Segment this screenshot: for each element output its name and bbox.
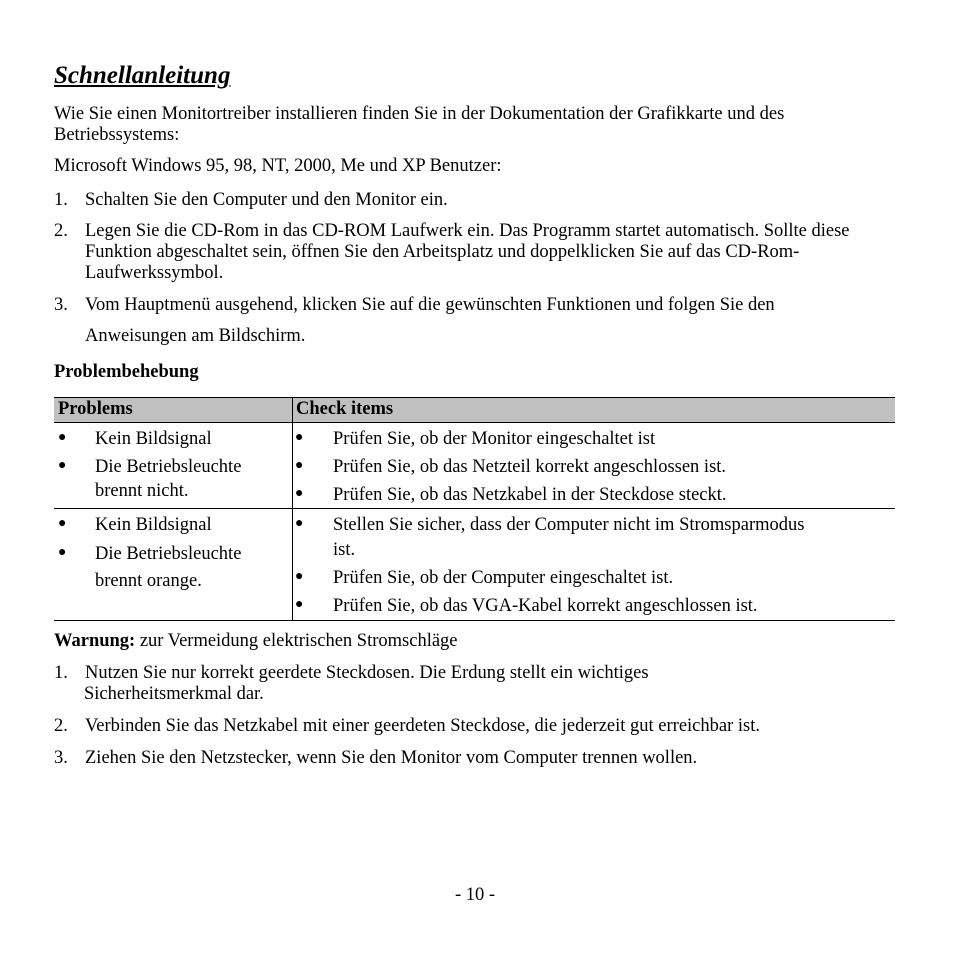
bullet-icon: ● bbox=[58, 458, 67, 473]
problem-text: Die Betriebsleuchte bbox=[95, 544, 242, 564]
list-number: 3. bbox=[54, 748, 68, 768]
bullet-icon: ● bbox=[295, 458, 304, 473]
bullet-icon: ● bbox=[295, 430, 304, 445]
check-text: Prüfen Sie, ob der Monitor eingeschaltet ist bbox=[333, 429, 656, 449]
list-number: 2. bbox=[54, 221, 68, 241]
list-text: Sicherheitsmerkmal dar. bbox=[84, 684, 264, 704]
warning-text: zur Vermeidung elektrischen Stromschläge bbox=[135, 631, 458, 651]
bullet-icon: ● bbox=[295, 597, 304, 612]
list-text: Ziehen Sie den Netzstecker, wenn Sie den Monitor vom Computer trennen wollen. bbox=[85, 748, 698, 768]
list-text: Schalten Sie den Computer und den Monitor ein. bbox=[85, 190, 448, 210]
problem-text: Kein Bildsignal bbox=[95, 515, 212, 535]
list-number: 2. bbox=[54, 716, 68, 736]
intro-paragraph: Wie Sie einen Monitortreiber installieren finden Sie in der Dokumentation der Grafikkarte und des Betriebssystems: bbox=[54, 104, 785, 145]
page-number: - 10 - bbox=[454, 885, 496, 905]
check-text: ist. bbox=[333, 540, 356, 560]
problem-text: brennt nicht. bbox=[95, 481, 189, 501]
troubleshoot-heading: Problembehebung bbox=[54, 362, 199, 382]
list-number: 3. bbox=[54, 295, 68, 315]
bullet-icon: ● bbox=[295, 516, 304, 531]
bullet-icon: ● bbox=[58, 545, 67, 560]
page-title: Schnellanleitung bbox=[54, 62, 231, 89]
warning-label: Warnung: bbox=[54, 631, 136, 651]
users-line: Microsoft Windows 95, 98, NT, 2000, Me und XP Benutzer: bbox=[54, 156, 502, 176]
bullet-icon: ● bbox=[58, 430, 67, 445]
problem-text: Die Betriebsleuchte bbox=[95, 457, 242, 477]
bullet-icon: ● bbox=[295, 486, 304, 501]
bullet-icon: ● bbox=[295, 569, 304, 584]
list-text: Anweisungen am Bildschirm. bbox=[85, 326, 306, 346]
check-text: Prüfen Sie, ob das VGA-Kabel korrekt angeschlossen ist. bbox=[333, 596, 758, 616]
check-text: Stellen Sie sicher, dass der Computer nicht im Stromsparmodus bbox=[333, 515, 805, 535]
row-divider bbox=[54, 508, 895, 509]
table-bottom-border bbox=[54, 620, 895, 621]
problem-text: Kein Bildsignal bbox=[95, 429, 212, 449]
bullet-icon: ● bbox=[58, 516, 67, 531]
check-text: Prüfen Sie, ob das Netzkabel in der Steckdose steckt. bbox=[333, 485, 727, 505]
header-problems: Problems bbox=[58, 399, 133, 419]
warning-line bbox=[54, 631, 896, 652]
list-text: Vom Hauptmenü ausgehend, klicken Sie auf die gewünschten Funktionen und folgen Sie den bbox=[85, 295, 775, 315]
list-text: Verbinden Sie das Netzkabel mit einer geerdeten Steckdose, die jederzeit gut erreichbar ist. bbox=[85, 716, 760, 736]
list-text: Nutzen Sie nur korrekt geerdete Steckdosen. Die Erdung stellt ein wichtiges bbox=[85, 663, 649, 683]
header-check-items: Check items bbox=[296, 399, 394, 419]
check-text: Prüfen Sie, ob das Netzteil korrekt angeschlossen ist. bbox=[333, 457, 727, 477]
table-header bbox=[54, 397, 895, 423]
check-text: Prüfen Sie, ob der Computer eingeschaltet ist. bbox=[333, 568, 674, 588]
list-text: Legen Sie die CD-Rom in das CD-ROM Laufwerk ein. Das Programm startet automatisch. Sollte diese Funktion abgeschaltet sein, öffnen Sie den Arbeitsplatz und doppelklicken Sie auf das CD-Rom-Laufwerkssymbol. bbox=[85, 221, 850, 283]
list-number: 1. bbox=[54, 663, 68, 683]
problem-text: brennt orange. bbox=[95, 571, 202, 591]
column-divider bbox=[292, 397, 293, 621]
list-number: 1. bbox=[54, 190, 68, 210]
